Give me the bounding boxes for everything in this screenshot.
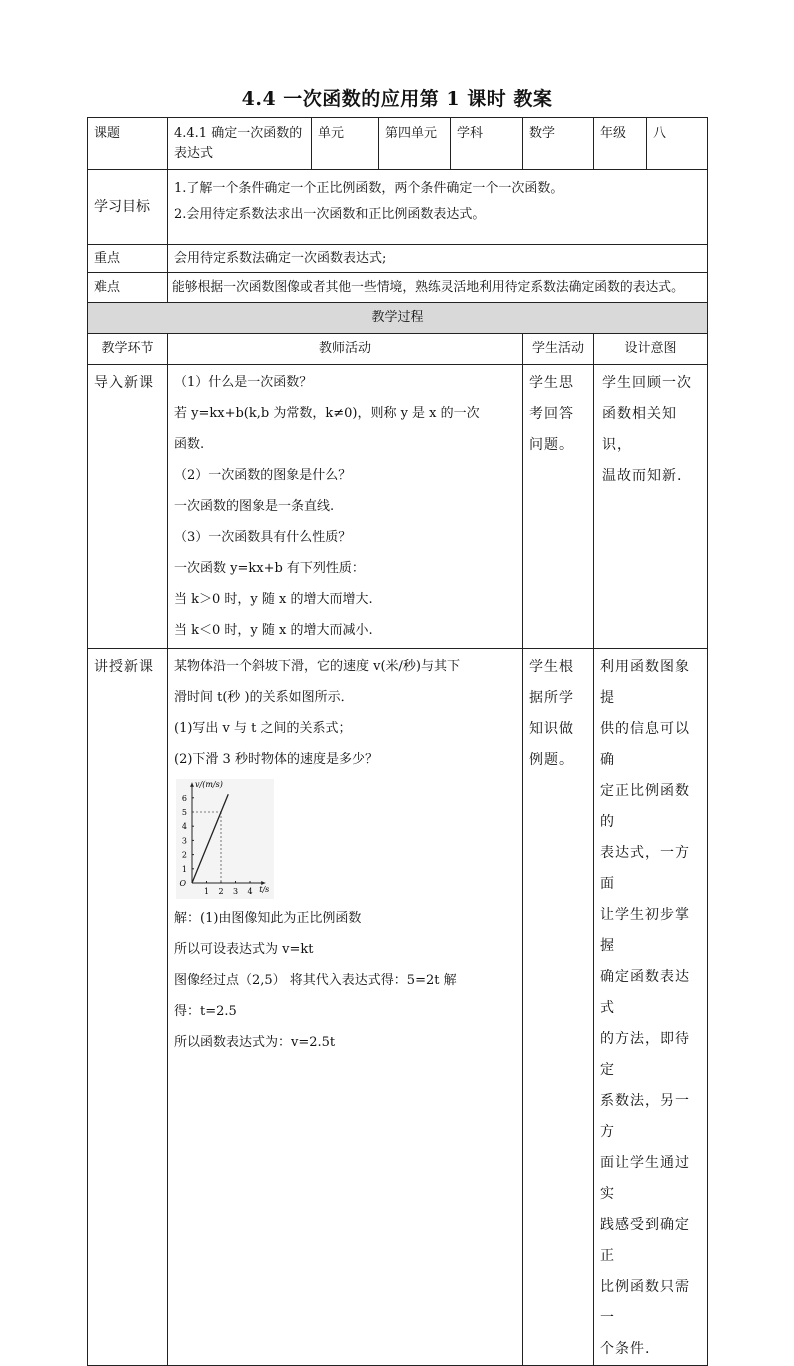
design-line: 的方法，即待定: [600, 1031, 690, 1078]
solution-line: 所以可设表达式为 v=kt: [174, 942, 314, 957]
velocity-time-chart: [174, 779, 516, 903]
y-tick-label: 2: [181, 850, 187, 860]
grade-value: 八: [647, 118, 708, 170]
new-lesson-design-intent: [594, 649, 708, 1366]
y-tick-label: 6: [181, 793, 187, 803]
intro-line: 当 k＜0 时，y 随 x 的增大而减小.: [174, 623, 373, 638]
design-line: 定正比例函数的: [600, 783, 690, 830]
solution-line: 图像经过点（2,5） 将其代入表达式得：5=2t 解: [174, 973, 457, 988]
intro-line: 一次函数 y=kx+b 有下列性质：: [174, 561, 365, 576]
intro-teacher-activity: [168, 365, 523, 649]
topic-label: 课题: [88, 118, 168, 170]
intro-line: （2）一次函数的图象是什么？: [174, 468, 352, 483]
student-line: 学生根据所学: [529, 659, 574, 706]
lesson-line: (2)下滑 3 秒时物体的速度是多少？: [174, 752, 378, 767]
x-axis-label: t/s: [259, 885, 270, 894]
design-line: 供的信息可以确: [600, 721, 690, 768]
key-point-label: 重点: [88, 245, 168, 273]
col-teacher-header: 教师活动: [168, 334, 523, 365]
intro-line: （1）什么是一次函数？: [174, 375, 313, 390]
intro-line: 函数.: [174, 437, 205, 452]
lesson-line: 某物体沿一个斜坡下滑，它的速度 v(米/秒)与其下: [174, 659, 461, 674]
design-line: 践感受到确定正: [600, 1217, 690, 1264]
design-line: 学生回顾一次: [602, 375, 692, 391]
subject-value: 数学: [523, 118, 594, 170]
difficulty-row: [88, 273, 708, 303]
student-line: 知识做例题。: [529, 721, 574, 768]
intro-row: [88, 365, 708, 649]
difficulty-label: 难点: [88, 273, 168, 303]
student-line: 问题。: [529, 437, 574, 453]
y-tick-label: 3: [181, 836, 187, 846]
intro-line: 一次函数的图象是一条直线.: [174, 499, 335, 514]
unit-label: 单元: [312, 118, 379, 170]
y-tick-label: 4: [181, 822, 187, 832]
solution-line: 解：(1)由图像知此为正比例函数: [174, 911, 362, 926]
x-tick-label: 3: [232, 887, 239, 896]
design-line: 函数相关知识，: [602, 406, 677, 453]
intro-line: 当 k＞0 时，y 随 x 的增大而增大.: [174, 592, 373, 607]
x-tick-label: 2: [218, 887, 224, 896]
intro-design-intent: [594, 365, 708, 649]
solution-line: 所以函数表达式为：v=2.5t: [174, 1035, 336, 1050]
new-lesson-teacher-activity: [168, 649, 523, 1366]
solution-line: 得：t=2.5: [174, 1004, 237, 1019]
intro-stage: 导入新课: [88, 365, 168, 649]
design-line: 表达式，一方面: [600, 845, 690, 892]
design-line: 比例函数只需一: [600, 1279, 690, 1326]
header-row: [88, 118, 708, 170]
lesson-line: 滑时间 t(秒 )的关系如图所示．: [174, 690, 354, 705]
process-header-row: [88, 334, 708, 365]
page-title: 4.4 一次函数的应用第 1 课时 教案: [241, 88, 553, 110]
unit-value: 第四单元: [379, 118, 451, 170]
key-point-row: [88, 245, 708, 273]
design-line: 温故而知新.: [602, 468, 683, 484]
lesson-plan-table: [87, 117, 708, 1366]
col-design-header: 设计意图: [594, 334, 708, 365]
grade-label: 年级: [594, 118, 647, 170]
design-line: 系数法，另一方: [600, 1093, 690, 1140]
process-section-title: 教学过程: [88, 303, 708, 334]
intro-line: 若 y=kx+b(k,b 为常数，k≠0)，则称 y 是 x 的一次: [174, 406, 480, 421]
y-axis-label: v/(m/s): [195, 780, 223, 789]
design-line: 让学生初步掌握: [600, 907, 690, 954]
objective-item: 1.了解一个条件确定一个正比例函数，两个条件确定一个一次函数。: [174, 181, 564, 196]
intro-student-activity: [523, 365, 594, 649]
design-line: 面让学生通过实: [600, 1155, 690, 1202]
design-line: 利用函数图象提: [600, 659, 690, 706]
new-lesson-stage: 讲授新课: [88, 649, 168, 1366]
subject-label: 学科: [451, 118, 523, 170]
x-tick-label: 1: [203, 887, 210, 896]
design-line: 个条件.: [600, 1341, 651, 1357]
col-stage-header: 教学环节: [88, 334, 168, 365]
intro-line: （3）一次函数具有什么性质？: [174, 530, 352, 545]
chart-background: [176, 779, 274, 899]
process-title-row: [88, 303, 708, 334]
key-point-text: 会用待定系数法确定一次函数表达式;: [168, 245, 708, 273]
origin-label: O: [179, 879, 186, 888]
student-line: 学生思考回答: [529, 375, 574, 422]
x-tick-label: 4: [247, 887, 253, 896]
new-lesson-student-activity: [523, 649, 594, 1366]
objectives-row: [88, 170, 708, 245]
y-tick-label: 5: [181, 808, 187, 817]
objectives-list: [168, 170, 708, 245]
col-student-header: 学生活动: [523, 334, 594, 365]
design-line: 确定函数表达式: [600, 969, 690, 1016]
y-tick-label: 1: [181, 864, 187, 874]
objective-item: 2.会用待定系数法求出一次函数和正比例函数表达式。: [174, 207, 486, 222]
topic-value: 4.4.1 确定一次函数的表达式: [168, 118, 312, 170]
difficulty-text: 能够根据一次函数图像或者其他一些情境，熟练灵活地利用待定系数法确定函数的表达式。: [168, 273, 708, 303]
lesson-line: (1)写出 v 与 t 之间的关系式；: [174, 721, 352, 736]
new-lesson-row: [88, 649, 708, 1366]
chart-svg: [174, 779, 284, 901]
objectives-label: 学习目标: [88, 170, 168, 245]
